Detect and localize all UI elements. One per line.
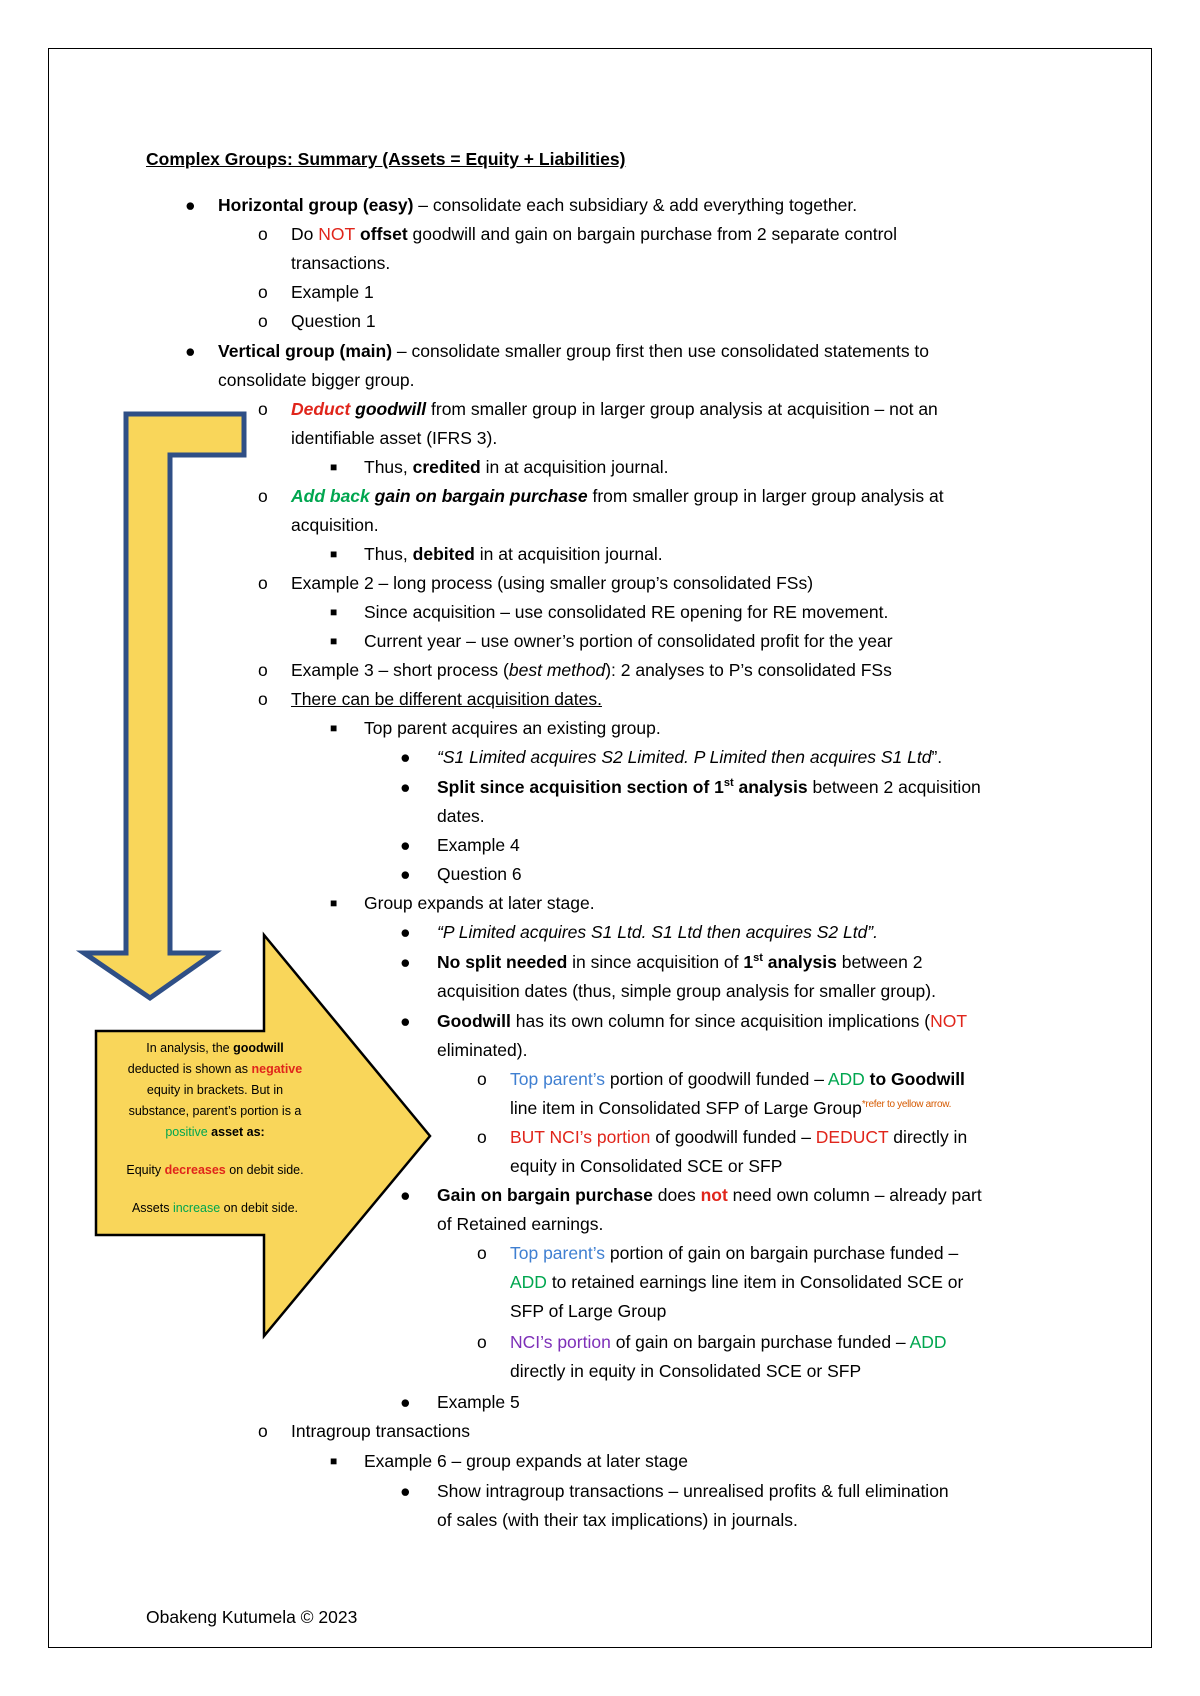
square-bullet-icon: ■	[330, 634, 338, 648]
group-expands-item: Group expands at later stage.	[364, 893, 595, 913]
example-5: Example 5	[437, 1392, 520, 1412]
page-title: Complex Groups: Summary (Assets = Equity + Liabilities)	[146, 149, 626, 169]
example-6: Example 6 – group expands at later stage	[364, 1451, 688, 1471]
top-parent-item: Top parent acquires an existing group.	[364, 718, 661, 738]
bullet-icon: ●	[400, 952, 411, 972]
top-parent-gain-item-cont: ADD to retained earnings line item in Consolidated SCE or	[510, 1272, 964, 1292]
nci-goodwill-item-cont: equity in Consolidated SCE or SFP	[510, 1156, 783, 1176]
arrow-note	[100, 1038, 330, 1219]
note-line: equity in brackets. But in	[146, 1083, 284, 1097]
circle-bullet-icon: o	[258, 399, 268, 419]
top-parent-gain-item-cont2: SFP of Large Group	[510, 1301, 667, 1321]
goodwill-column-item: Goodwill has its own column for since acquisition implications (NOT	[437, 1011, 968, 1031]
add-back-item-cont: acquisition.	[291, 515, 379, 535]
bullet-icon: ●	[400, 1011, 411, 1031]
current-year-item: Current year – use owner’s portion of consolidated profit for the year	[364, 631, 893, 651]
intragroup-item: Intragroup transactions	[291, 1421, 470, 1441]
bullet-icon: ●	[400, 1481, 411, 1501]
since-acquisition-item: Since acquisition – use consolidated RE opening for RE movement.	[364, 602, 889, 622]
note-line: Assets increase on debit side.	[131, 1201, 299, 1215]
show-intragroup-item: Show intragroup transactions – unrealised profits & full elimination	[437, 1481, 949, 1501]
circle-bullet-icon: o	[477, 1069, 487, 1089]
top-parent-gain-item: Top parent’s portion of gain on bargain purchase funded –	[510, 1243, 959, 1263]
example-3: Example 3 – short process (best method): 2 analyses to P’s consolidated FSs	[291, 660, 892, 680]
quote-1: “S1 Limited acquires S2 Limited. P Limited then acquires S1 Ltd”.	[437, 747, 943, 767]
circle-bullet-icon: o	[258, 282, 268, 302]
gain-bargain-item-cont: of Retained earnings.	[437, 1214, 604, 1234]
circle-bullet-icon: o	[258, 486, 268, 506]
vertical-group-item: Vertical group (main) – consolidate smaller group first then use consolidated statements to	[218, 341, 930, 361]
example-2: Example 2 – long process (using smaller group’s consolidated FSs)	[291, 573, 814, 593]
note-line: substance, parent’s portion is a	[128, 1104, 302, 1118]
square-bullet-icon: ■	[330, 1454, 338, 1468]
bullet-icon: ●	[400, 864, 411, 884]
top-parent-goodwill-item-cont: line item in Consolidated SFP of Large Group$^{*refer to yellow arrow.}$	[510, 1098, 952, 1118]
bullet-icon: ●	[400, 835, 411, 855]
show-intragroup-item-cont: of sales (with their tax implications) in journals.	[437, 1510, 798, 1530]
circle-bullet-icon: o	[258, 573, 268, 593]
top-parent-goodwill-item: Top parent’s portion of goodwill funded – ADD to Goodwill	[510, 1069, 965, 1089]
bullet-icon: ●	[185, 341, 196, 361]
no-split-item: No split needed in since acquisition of 1st analysis between 2	[437, 952, 923, 972]
circle-bullet-icon: o	[258, 224, 268, 244]
goodwill-column-item-cont: eliminated).	[437, 1040, 528, 1060]
square-bullet-icon: ■	[330, 605, 338, 619]
deduct-goodwill-item-cont: identifiable asset (IFRS 3).	[291, 428, 498, 448]
down-arrow-icon	[84, 414, 244, 998]
quote-2: “P Limited acquires S1 Ltd. S1 Ltd then acquires S2 Ltd”.	[437, 922, 878, 942]
different-dates-heading: There can be different acquisition dates.	[291, 689, 602, 709]
bullet-icon: ●	[400, 922, 411, 942]
square-bullet-icon: ■	[330, 460, 338, 474]
nci-gain-item-cont: directly in equity in Consolidated SCE or SFP	[510, 1361, 862, 1381]
no-split-item-cont: acquisition dates (thus, simple group analysis for smaller group).	[437, 981, 936, 1001]
split-item: Split since acquisition section of 1st analysis between 2 acquisition	[437, 777, 981, 797]
bullet-icon: ●	[400, 1392, 411, 1412]
split-item-cont: dates.	[437, 806, 485, 826]
nci-gain-item: NCI’s portion of gain on bargain purchase funded – ADD	[510, 1332, 947, 1352]
gain-bargain-item: Gain on bargain purchase does not need own column – already part	[437, 1185, 982, 1205]
bullet-icon: ●	[400, 1185, 411, 1205]
bullet-icon: ●	[400, 747, 411, 767]
horizontal-group-item: Horizontal group (easy) – consolidate each subsidiary & add everything together.	[218, 195, 858, 215]
note-line: In analysis, the goodwill	[146, 1041, 284, 1055]
square-bullet-icon: ■	[330, 896, 338, 910]
circle-bullet-icon: o	[477, 1127, 487, 1147]
circle-bullet-icon: o	[258, 311, 268, 331]
circle-bullet-icon: o	[477, 1243, 487, 1263]
question-6: Question 6	[437, 864, 522, 884]
example-1: Example 1	[291, 282, 374, 302]
note-line: Equity decreases on debit side.	[126, 1163, 304, 1177]
nci-goodwill-item: BUT NCI’s portion of goodwill funded – DEDUCT directly in	[510, 1127, 968, 1147]
vertical-group-item-cont: consolidate bigger group.	[218, 370, 415, 390]
square-bullet-icon: ■	[330, 721, 338, 735]
question-1: Question 1	[291, 311, 376, 331]
no-offset-item: Do NOT offset goodwill and gain on bargain purchase from 2 separate control	[291, 224, 898, 244]
footer-copyright: Obakeng Kutumela © 2023	[146, 1607, 358, 1627]
no-offset-item-cont: transactions.	[291, 253, 391, 273]
example-4: Example 4	[437, 835, 520, 855]
add-back-item: Add back gain on bargain purchase from smaller group in larger group analysis at	[291, 486, 944, 506]
note-line: deducted is shown as negative	[127, 1062, 303, 1076]
bullet-icon: ●	[400, 777, 411, 797]
deduct-goodwill-item: Deduct goodwill from smaller group in larger group analysis at acquisition – not an	[291, 399, 938, 419]
note-line: positive asset as:	[165, 1125, 265, 1139]
bullet-icon: ●	[185, 195, 196, 215]
credited-item: Thus, credited in at acquisition journal.	[364, 457, 669, 477]
debited-item: Thus, debited in at acquisition journal.	[364, 544, 663, 564]
circle-bullet-icon: o	[258, 660, 268, 680]
circle-bullet-icon: o	[477, 1332, 487, 1352]
square-bullet-icon: ■	[330, 547, 338, 561]
circle-bullet-icon: o	[258, 689, 268, 709]
circle-bullet-icon: o	[258, 1421, 268, 1441]
